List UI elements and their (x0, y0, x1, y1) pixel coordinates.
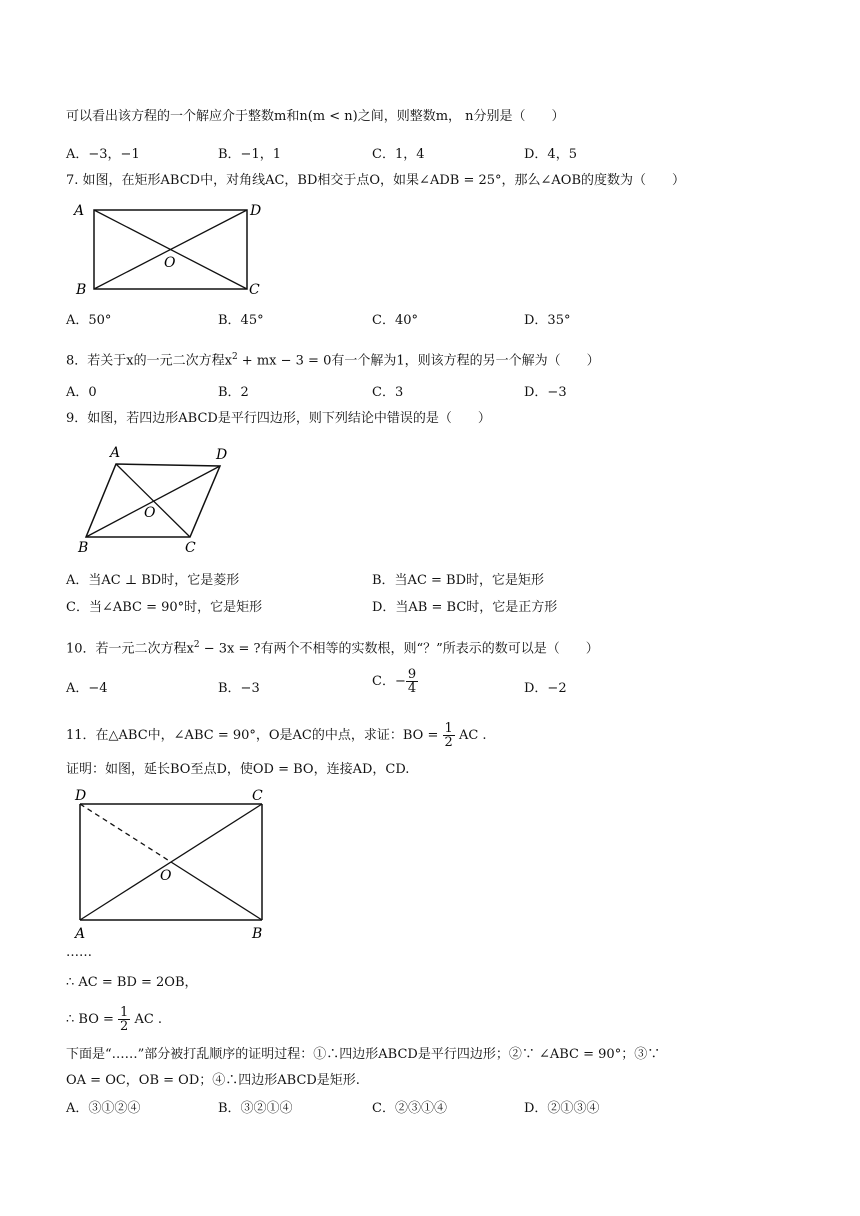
q11-step2-fraction-denominator: 2 (120, 1019, 129, 1034)
q6-option-c: C．1，4 (372, 147, 425, 162)
q7-stem: 7. 如图，在矩形ABCD中，对角线AC，BD相交于点O，如果∠ADB = 25°，那么∠AOB的度数为（ ） (66, 173, 686, 188)
q11-stem-a: 11．在△ABC中，∠ABC = 90°，O是AC的中点，求证：BO = (66, 728, 439, 743)
q8-stem-b: + mx − 3 = 0有一个解为1，则该方程的另一个解为（ ） (237, 353, 600, 369)
q7-option-c: C．40° (372, 313, 418, 328)
q10-option-c-label: C．− (372, 674, 406, 689)
q11-stem-fraction-denominator: 2 (444, 735, 453, 750)
q10-stem-b: − 3x = ?有两个不相等的实数根，则“？”所表示的数可以是（ ） (199, 641, 599, 657)
q7-label-c: C (249, 282, 260, 298)
q11-ellipsis: …… (66, 945, 92, 960)
q9-parallelogram-figure (66, 440, 256, 560)
q7-option-a: A．50° (66, 313, 112, 328)
q8-stem-a: 8．若关于x的一元二次方程x (66, 353, 232, 369)
q8-option-b: B．2 (218, 385, 249, 400)
q10-stem (66, 635, 599, 659)
q7-rectangle-figure (66, 198, 276, 300)
q10-option-c-fraction (406, 668, 418, 695)
q11-step1: ∴ AC = BD = 2OB， (66, 975, 198, 990)
q11-description-line2: OA = OC，OB = OD；④∴四边形ABCD是矩形. (66, 1073, 360, 1088)
q11-option-d: D．②①③④ (524, 1101, 600, 1116)
q11-step2-fraction-numerator: 1 (120, 1005, 129, 1020)
q11-stem-fraction (443, 722, 455, 749)
q11-option-c: C．②③①④ (372, 1101, 447, 1116)
q7-option-d: D．35° (524, 313, 571, 328)
q9-label-d: D (216, 447, 228, 463)
q11-step2-a: ∴ BO = (66, 1012, 114, 1027)
q7-label-a: A (74, 203, 85, 219)
q7-label-b: B (76, 282, 87, 298)
q8-option-a: A．0 (66, 385, 97, 400)
q11-step2-b: AC . (134, 1012, 163, 1027)
q6-option-b: B．−1，1 (218, 147, 281, 162)
q10-option-a: A．−4 (66, 681, 108, 696)
q8-option-d: D．−3 (524, 385, 567, 400)
q11-label-b: B (252, 926, 263, 942)
q11-segment-ob (171, 862, 262, 920)
q9-diagonal-bd (86, 466, 220, 537)
q11-rectangle-figure (66, 786, 276, 942)
q10-option-c (372, 668, 418, 695)
q11-stem-b: AC . (458, 728, 487, 743)
q9-label-a: A (110, 445, 121, 461)
q9-label-b: B (78, 540, 89, 556)
q9-option-d: D．当AB = BC时，它是正方形 (372, 600, 558, 615)
q11-label-o: O (160, 868, 172, 884)
q10-option-d: D．−2 (524, 681, 567, 696)
q8-stem (66, 347, 600, 371)
q10-stem-a: 10．若一元二次方程x (66, 641, 194, 657)
q9-stem: 9．如图，若四边形ABCD是平行四边形，则下列结论中错误的是（ ） (66, 411, 491, 426)
q11-proof-intro: 证明：如图，延长BO至点D，使OD = BO，连接AD，CD. (66, 762, 410, 777)
q11-option-a: A．③①②④ (66, 1101, 141, 1116)
q9-option-a: A．当AC ⊥ BD时，它是菱形 (66, 573, 240, 588)
q8-superscript: 2 (231, 352, 238, 362)
q6-option-a: A．−3，−1 (66, 147, 140, 162)
q8-option-c: C．3 (372, 385, 404, 400)
q11-step2-fraction (118, 1006, 130, 1033)
q11-step2 (66, 1006, 162, 1033)
q11-label-d: D (75, 788, 87, 804)
q11-option-b: B．③②①④ (218, 1101, 293, 1116)
q11-label-c: C (252, 788, 263, 804)
q11-label-a: A (75, 926, 86, 942)
q11-dashed-segment-do (80, 804, 171, 862)
q9-diagonal-ac (116, 464, 190, 537)
q11-stem (66, 722, 487, 749)
q6-stem: 可以看出该方程的一个解应介于整数m和n(m < n)之间，则整数m， n分别是（ ） (66, 109, 565, 124)
q6-option-d: D．4，5 (524, 147, 577, 162)
q7-label-d: D (250, 203, 262, 219)
q9-label-c: C (185, 540, 196, 556)
q9-label-o: O (144, 505, 156, 521)
q9-option-b: B．当AC = BD时，它是矩形 (372, 573, 545, 588)
q7-label-o: O (164, 255, 176, 271)
q10-fraction-denominator: 4 (407, 681, 417, 696)
q10-fraction-numerator: 9 (407, 667, 417, 682)
q11-stem-fraction-numerator: 1 (444, 721, 453, 736)
q10-option-b: B．−3 (218, 681, 260, 696)
q10-superscript: 2 (193, 640, 200, 650)
q11-description-line1: 下面是“……”部分被打乱顺序的证明过程：①∴四边形ABCD是平行四边形；②∵ ∠ABC = 90°；③∵ (66, 1047, 661, 1062)
q7-option-b: B．45° (218, 313, 264, 328)
q9-option-c: C．当∠ABC = 90°时，它是矩形 (66, 600, 263, 615)
